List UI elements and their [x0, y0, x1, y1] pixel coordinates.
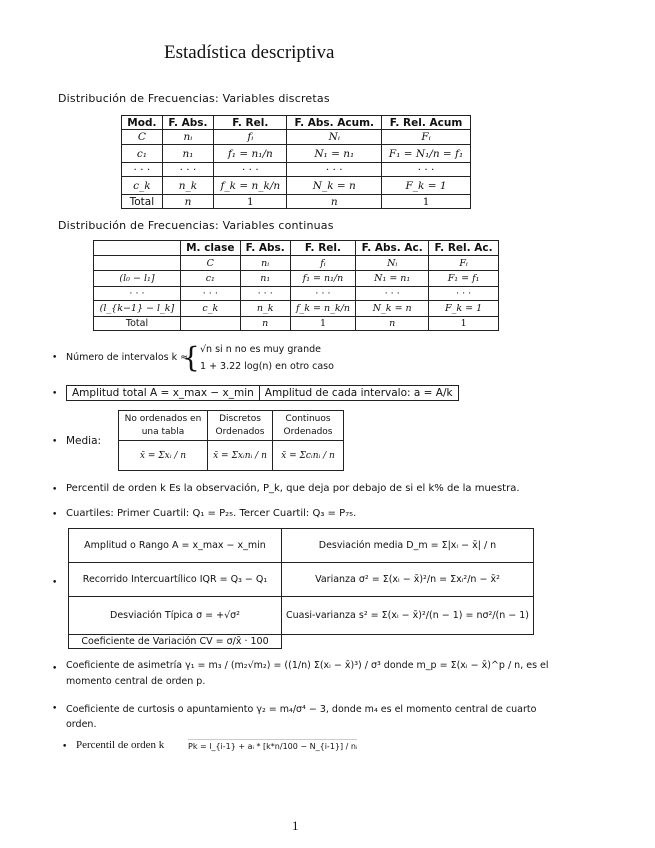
cell: Cuasi-varianza s² = Σ(xᵢ − x̄)²/(n − 1) = nσ²/(n − 1) [281, 597, 533, 635]
dispersion-table [68, 528, 534, 649]
intervals-option-1: √n si n no es muy grande [200, 344, 321, 355]
cell: Varianza σ² = Σ(xᵢ − x̄)²/n = Σxᵢ²/n − x̄² [281, 563, 533, 597]
header-cell: F. Rel. Ac. [429, 241, 499, 256]
table-row [69, 635, 534, 649]
media-table [118, 410, 344, 471]
cell: f₁ = n₁/n [290, 271, 356, 287]
cell: fᵢ [290, 256, 356, 271]
cell: n [162, 195, 213, 209]
cell: · · · [356, 287, 429, 301]
cell: Desviación Típica σ = +√σ² [69, 597, 282, 635]
cell: n_k [162, 177, 213, 195]
bullet-icon: • [62, 742, 68, 752]
amplitude-row [66, 385, 459, 401]
continuous-frequency-table [93, 240, 499, 331]
header-cell: F. Rel. Acum [382, 116, 471, 130]
cell [94, 256, 181, 271]
table-row [122, 177, 471, 195]
cell: nᵢ [162, 130, 213, 145]
cell: 1 [382, 195, 471, 209]
intervals-option-2: 1 + 3.22 log(n) en otro caso [200, 361, 334, 372]
quartiles-text: Cuartiles: Primer Cuartil: Q₁ = P₂₅. Tercer Cuartil: Q₃ = P₇₅. [66, 508, 357, 519]
bullet-icon: • [52, 389, 58, 399]
cell: N_k = n [356, 301, 429, 317]
cell: C [122, 130, 163, 145]
bullet-icon: • [52, 510, 58, 520]
cell: f_k = n_k/n [214, 177, 287, 195]
cell: · · · [162, 163, 213, 177]
cell: 1 [429, 317, 499, 331]
percentile-formula: Pk = l_{i-1} + aᵢ * [k*n/100 − N_{i-1}] / nᵢ [188, 739, 357, 751]
amplitude-each: Amplitud de cada intervalo: a = A/k [260, 385, 459, 401]
cell: Coeficiente de Variación CV = σ/x̄ · 100 [69, 635, 282, 649]
table-row [94, 301, 499, 317]
header-cell: F. Abs. [162, 116, 213, 130]
cell: · · · [94, 287, 181, 301]
cell: Fᵢ [429, 256, 499, 271]
kurtosis-text: Coeficiente de curtosis o apuntamiento γ₂ = m₄/σ⁴ − 3, donde m₄ es el momento central de cuarto orden. [66, 704, 537, 730]
discrete-frequency-table [121, 115, 471, 209]
header-cell: F. Abs. Acum. [287, 116, 382, 130]
header-cell [94, 241, 181, 256]
percentile-formula-label: Percentil de orden k [76, 739, 165, 751]
intervals-label: Número de intervalos k ≈ [66, 352, 189, 363]
header-cell: F. Rel. [214, 116, 287, 130]
cell: Desviación media D_m = Σ|xᵢ − x̄| / n [281, 529, 533, 563]
cell: F₁ = f₁ [429, 271, 499, 287]
bullet-icon: • [52, 485, 58, 495]
media-header: Discretos Ordenados [208, 411, 273, 441]
cell: n [240, 317, 290, 331]
percentile-text: Percentil de orden k Es la observación, P_k, que deja por debajo de si el k% de la muestra. [66, 483, 520, 494]
cell: F₁ = N₁/n = f₁ [382, 145, 471, 163]
page-number: 1 [292, 818, 299, 833]
bullet-icon: • [52, 578, 58, 588]
cell: f₁ = n₁/n [214, 145, 287, 163]
table-row [122, 195, 471, 209]
cell [281, 635, 533, 649]
cell: c_k [180, 301, 240, 317]
cell: n₁ [162, 145, 213, 163]
cell: nᵢ [240, 256, 290, 271]
asymmetry-text: Coeficiente de asimetría γ₁ = m₃ / (m₂√m₂) = ((1/n) Σ(xᵢ − x̄)³) / σ³ donde m_p = Σ(xᵢ − x̄)^p / n, es el momento central de orden p. [66, 660, 549, 687]
cell [180, 317, 240, 331]
table-row [94, 287, 499, 301]
table-row [94, 271, 499, 287]
cell: N₁ = n₁ [356, 271, 429, 287]
cell: · · · [382, 163, 471, 177]
cell: Total [94, 317, 181, 331]
cell: · · · [214, 163, 287, 177]
table-row [69, 529, 534, 563]
header-cell: Mod. [122, 116, 163, 130]
cell: (l_{k−1} − l_k] [94, 301, 181, 317]
cell: f_k = n_k/n [290, 301, 356, 317]
cell: c₁ [180, 271, 240, 287]
table-row [94, 256, 499, 271]
media-formula: x̄ = Σxᵢnᵢ / n [208, 441, 273, 471]
media-header: No ordenados en una tabla [119, 411, 208, 441]
cell: 1 [290, 317, 356, 331]
section-discrete-heading: Distribución de Frecuencias: Variables discretas [58, 92, 330, 105]
cell: Amplitud o Rango A = x_max − x_min [69, 529, 282, 563]
header-cell: F. Abs. [240, 241, 290, 256]
media-formula: x̄ = Σcᵢnᵢ / n [273, 441, 344, 471]
bullet-icon: • [52, 664, 58, 674]
cell: · · · [287, 163, 382, 177]
brace-icon: { [182, 341, 200, 374]
cell: Fᵢ [382, 130, 471, 145]
cell: (l₀ − l₁] [94, 271, 181, 287]
cell: · · · [240, 287, 290, 301]
media-label: Media: [66, 435, 102, 447]
cell: N₁ = n₁ [287, 145, 382, 163]
bullet-icon: • [52, 437, 58, 447]
table-row [122, 163, 471, 177]
cell: F_k = 1 [382, 177, 471, 195]
cell: · · · [122, 163, 163, 177]
cell: · · · [290, 287, 356, 301]
cell: F_k = 1 [429, 301, 499, 317]
section-continuous-heading: Distribución de Frecuencias: Variables continuas [58, 219, 334, 232]
cell: n₁ [240, 271, 290, 287]
table-row [122, 130, 471, 145]
table-row [122, 145, 471, 163]
header-cell: F. Rel. [290, 241, 356, 256]
cell: Recorrido Intercuartílico IQR = Q₃ − Q₁ [69, 563, 282, 597]
table-row [94, 317, 499, 331]
cell: c₁ [122, 145, 163, 163]
cell: C [180, 256, 240, 271]
cell: 1 [214, 195, 287, 209]
media-formula: x̄ = Σxᵢ / n [119, 441, 208, 471]
cell: Total [122, 195, 163, 209]
header-cell: F. Abs. Ac. [356, 241, 429, 256]
cell: · · · [429, 287, 499, 301]
cell: N_k = n [287, 177, 382, 195]
media-header: Continuos Ordenados [273, 411, 344, 441]
cell: n [287, 195, 382, 209]
cell: c_k [122, 177, 163, 195]
cell: n_k [240, 301, 290, 317]
bullet-icon: • [52, 704, 58, 714]
header-cell: M. clase [180, 241, 240, 256]
table-row [69, 597, 534, 635]
cell: Nᵢ [287, 130, 382, 145]
cell: Nᵢ [356, 256, 429, 271]
cell: n [356, 317, 429, 331]
bullet-icon: • [52, 353, 58, 363]
table-row [69, 563, 534, 597]
amplitude-total: Amplitud total A = x_max − x_min [66, 385, 260, 401]
cell: · · · [180, 287, 240, 301]
page-title: Estadística descriptiva [164, 42, 335, 63]
cell: fᵢ [214, 130, 287, 145]
